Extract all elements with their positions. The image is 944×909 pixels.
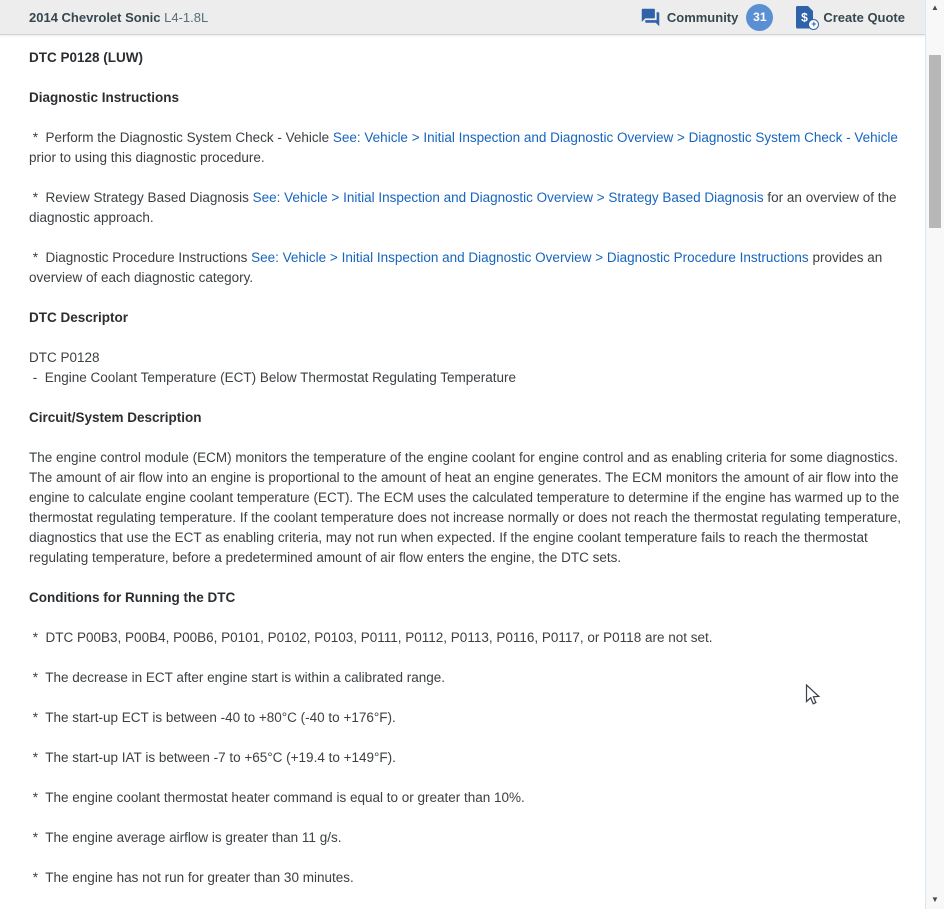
- document-content: [0, 36, 925, 909]
- community-forum-icon: [640, 7, 661, 28]
- dtc-description: - Engine Coolant Temperature (ECT) Below Thermostat Regulating Temperature: [29, 370, 517, 385]
- circuit-system-heading: Circuit/System Description: [29, 410, 202, 425]
- condition-item: * The engine average airflow is greater than 11 g/s.: [29, 830, 342, 845]
- instruction-text: for an overview of the diagnostic approach.: [29, 190, 901, 225]
- instruction-text: * Diagnostic Procedure Instructions: [29, 250, 252, 265]
- condition-item: * The decrease in ECT after engine start is within a calibrated range.: [29, 670, 445, 685]
- create-quote-button[interactable]: [795, 5, 905, 29]
- condition-item: * The start-up ECT is between -40 to +80°C (-40 to +176°F).: [29, 710, 396, 725]
- condition-item: * The engine has not run for greater than 30 minutes.: [29, 870, 354, 885]
- plus-icon: +: [808, 19, 819, 30]
- scroll-down-arrow-icon[interactable]: ▼: [931, 895, 939, 904]
- create-quote-icon: [795, 5, 817, 29]
- strategy-based-diagnosis-link[interactable]: See: Vehicle > Initial Inspection and Diagnostic Overview > Strategy Based Diagnosis: [252, 190, 764, 205]
- condition-item: * The engine coolant thermostat heater command is equal to or greater than 10%.: [29, 790, 525, 805]
- vehicle-name: 2014 Chevrolet Sonic: [29, 9, 161, 25]
- community-button[interactable]: [640, 4, 774, 31]
- instruction-item: [29, 188, 910, 228]
- dtc-descriptor-heading: DTC Descriptor: [29, 310, 129, 325]
- create-quote-label: Create Quote: [823, 9, 905, 25]
- instruction-text: * Perform the Diagnostic System Check - Vehicle: [29, 130, 333, 145]
- vehicle-title: [29, 10, 208, 25]
- condition-item: * The start-up IAT is between -7 to +65°C (+19.4 to +149°F).: [29, 750, 396, 765]
- svg-text:$: $: [801, 10, 809, 25]
- scroll-up-arrow-icon[interactable]: ▲: [931, 3, 939, 12]
- instruction-text: prior to using this diagnostic procedure.: [29, 130, 902, 165]
- condition-item: * DTC P00B3, P00B4, P00B6, P0101, P0102, P0103, P0111, P0112, P0113, P0116, P0117, or P0118 are not set.: [29, 630, 713, 645]
- diagnostic-system-check-link[interactable]: See: Vehicle > Initial Inspection and Diagnostic Overview > Diagnostic System Check - Vehicle: [332, 130, 898, 145]
- dtc-heading: DTC P0128 (LUW): [29, 50, 144, 65]
- instruction-text: provides an overview of each diagnostic category.: [29, 250, 886, 285]
- community-count-badge: 31: [746, 4, 773, 31]
- instruction-text: * Review Strategy Based Diagnosis: [29, 190, 253, 205]
- top-bar: [0, 0, 925, 35]
- community-label: Community: [666, 9, 739, 25]
- dtc-code: DTC P0128: [29, 350, 100, 365]
- scrollbar-thumb[interactable]: [929, 55, 941, 228]
- conditions-heading: Conditions for Running the DTC: [29, 590, 236, 605]
- instruction-item: [29, 128, 910, 168]
- vertical-scrollbar[interactable]: [925, 0, 944, 909]
- instruction-item: [29, 248, 910, 288]
- engine-label: L4-1.8L: [164, 9, 209, 25]
- diagnostic-instructions-heading: Diagnostic Instructions: [29, 90, 180, 105]
- diagnostic-procedure-instructions-link[interactable]: See: Vehicle > Initial Inspection and Diagnostic Overview > Diagnostic Procedure Instructions: [251, 250, 809, 265]
- dtc-descriptor: [29, 348, 910, 388]
- circuit-system-description: The engine control module (ECM) monitors the temperature of the engine coolant for engine control and as enabling criteria for some diagnostics. The amount of air flow into an engine is proportional to the amount of heat an engine generates. The ECM monitors the amount of air flow into the engine to calculate engine coolant temperature (ECT). The ECM uses the calculated temperature to determine if the engine has warmed up to the thermostat regulating temperature. If the coolant temperature does not increase normally or does not reach the thermostat regulating temperature, diagnostics that use the ECT as enabling criteria, may not run when expected. If the engine coolant temperature fails to reach the thermostat regulating temperature, before a predetermined amount of air flow enters the engine, the DTC sets.: [29, 450, 905, 565]
